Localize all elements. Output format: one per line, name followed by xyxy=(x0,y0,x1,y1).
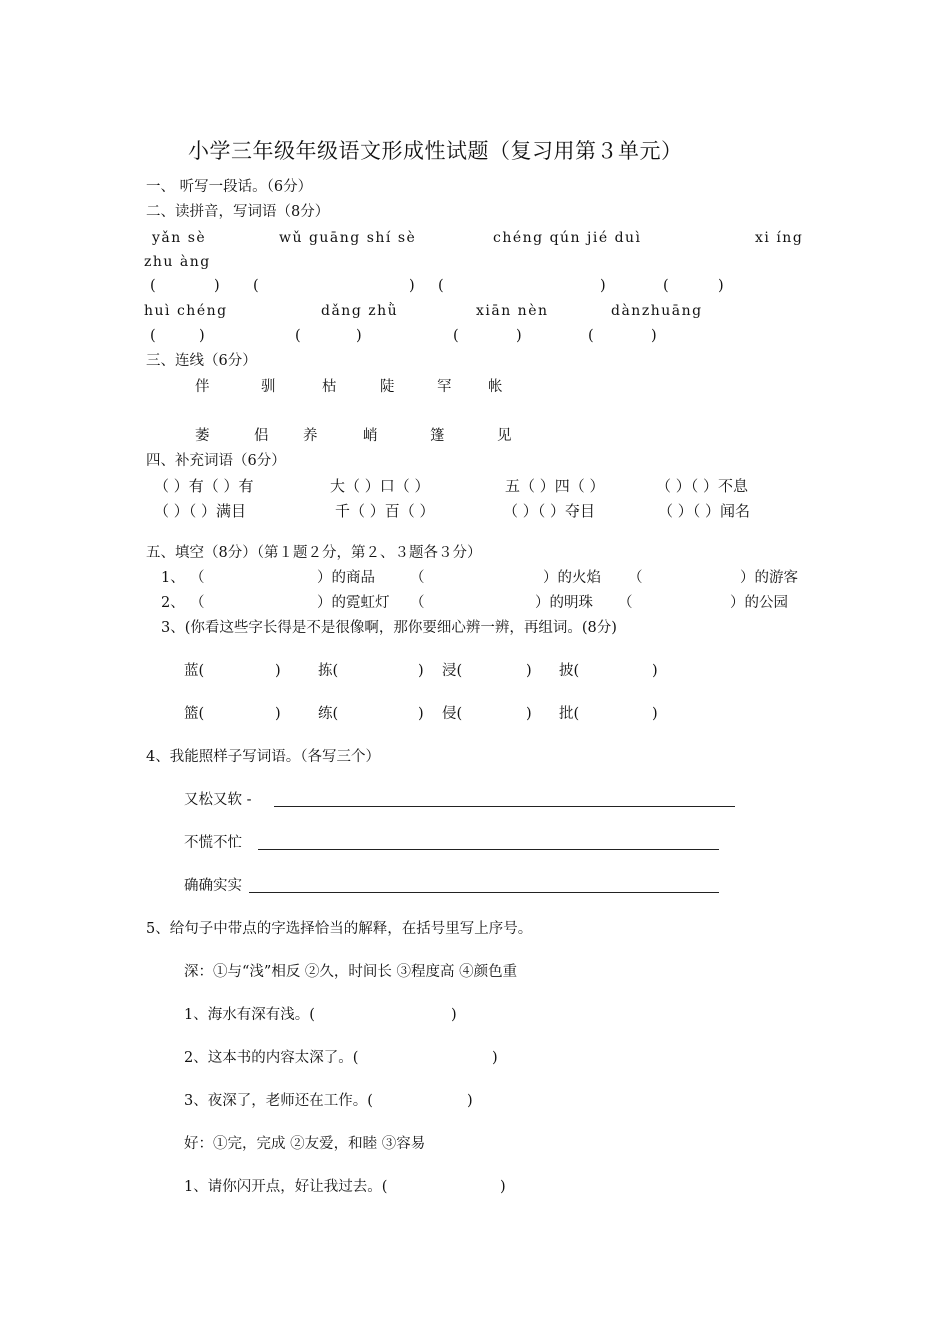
pinyin-word: yǎn sè xyxy=(152,230,207,246)
question-4-prompt: 4、我能照样子写词语。（各写三个） xyxy=(146,749,380,765)
answer-line[interactable] xyxy=(258,849,719,850)
idiom-fill[interactable]: （ ）（ ）夺目 xyxy=(503,502,596,520)
pinyin-word: dǎng zhǜ xyxy=(321,303,399,319)
blank-open: （ xyxy=(410,595,425,611)
question-number: 2、 xyxy=(161,595,185,611)
blank-close: ) xyxy=(409,278,415,294)
match-char[interactable]: 萎 xyxy=(195,428,210,444)
match-char[interactable]: 篷 xyxy=(430,428,445,444)
fill-suffix: ）的公园 xyxy=(730,595,788,611)
blank-close: ) xyxy=(467,1093,473,1109)
blank-open: ( xyxy=(150,278,156,294)
match-char[interactable]: 陡 xyxy=(380,379,395,395)
idiom-fill[interactable]: （ ）（ ）闻名 xyxy=(658,502,751,520)
char-prompt: 批( xyxy=(559,706,580,722)
match-char[interactable]: 见 xyxy=(497,428,512,444)
blank-open: （ xyxy=(618,595,633,611)
blank-close: ) xyxy=(356,328,362,344)
section-1-heading: 一、 听写一段话。（6分） xyxy=(146,179,313,195)
pinyin-word: wǔ guāng shí sè xyxy=(279,230,417,246)
blank-close: ) xyxy=(199,328,205,344)
blank-close: ) xyxy=(600,278,606,294)
pinyin-word-wrap: zhu àng xyxy=(144,254,211,270)
question-3-prompt: 3、(你看这些字长得是不是很像啊，那你要细心辨一辨，再组词。(8分) xyxy=(161,620,617,636)
char-prompt: 篮( xyxy=(184,706,205,722)
idiom-fill[interactable]: 大（ ）口（ ） xyxy=(330,477,430,495)
match-char[interactable]: 养 xyxy=(303,428,318,444)
match-char[interactable]: 帐 xyxy=(488,379,503,395)
match-char[interactable]: 枯 xyxy=(322,379,337,395)
blank-open: （ xyxy=(628,570,643,586)
blank-open: （ xyxy=(190,595,205,611)
question-number: 1、 xyxy=(161,570,185,586)
blank-close: ) xyxy=(718,278,724,294)
match-char[interactable]: 侣 xyxy=(254,428,269,444)
pinyin-word: xi íng xyxy=(755,230,804,246)
sentence-text: 1、海水有深有浅。( xyxy=(184,1007,315,1023)
fill-suffix: ）的游客 xyxy=(740,570,798,586)
blank-open: ( xyxy=(295,328,301,344)
idiom-fill[interactable]: 千（ ）百（ ） xyxy=(335,502,435,520)
section-2-heading: 二、读拼音，写词语（8分） xyxy=(146,204,330,220)
blank-close: ) xyxy=(526,663,532,679)
blank-open: ( xyxy=(453,328,459,344)
pinyin-word: dànzhuāng xyxy=(611,303,703,319)
blank-close: ) xyxy=(418,706,424,722)
blank-close: ) xyxy=(652,706,658,722)
pinyin-word: huì chéng xyxy=(144,303,228,319)
idiom-fill[interactable]: （ ）（ ）不息 xyxy=(656,477,749,495)
sentence-text: 2、这本书的内容太深了。( xyxy=(184,1050,359,1066)
blank-open: （ xyxy=(410,570,425,586)
sentence-text: 3、夜深了，老师还在工作。( xyxy=(184,1093,373,1109)
char-prompt: 练( xyxy=(318,706,339,722)
fill-suffix: ）的商品 xyxy=(317,570,375,586)
blank-close: ) xyxy=(451,1007,457,1023)
blank-close: ) xyxy=(418,663,424,679)
blank-open: ( xyxy=(253,278,259,294)
definition-shen: 深：①与“浅”相反 ②久，时间长 ③程度高 ④颜色重 xyxy=(184,964,518,980)
example-word: 不慌不忙 xyxy=(184,835,242,851)
char-prompt: 浸( xyxy=(442,663,463,679)
answer-line[interactable] xyxy=(249,892,719,893)
match-char[interactable]: 驯 xyxy=(261,379,276,395)
fill-suffix: ）的明珠 xyxy=(535,595,593,611)
blank-close: ) xyxy=(275,663,281,679)
blank-close: ) xyxy=(500,1179,506,1195)
blank-close: ) xyxy=(652,663,658,679)
char-prompt: 拣( xyxy=(318,663,339,679)
section-4-heading: 四、补充词语（6分） xyxy=(146,453,286,469)
idiom-fill[interactable]: （ ）有（ ）有 xyxy=(154,477,254,495)
blank-open: ( xyxy=(150,328,156,344)
answer-line[interactable] xyxy=(274,806,735,807)
match-char[interactable]: 峭 xyxy=(363,428,378,444)
blank-open: ( xyxy=(438,278,444,294)
blank-close: ) xyxy=(651,328,657,344)
section-3-heading: 三、连线（6分） xyxy=(146,353,257,369)
fill-suffix: ）的霓虹灯 xyxy=(317,595,390,611)
blank-close: ) xyxy=(492,1050,498,1066)
definition-hao: 好：①完，完成 ②友爱，和睦 ③容易 xyxy=(184,1136,426,1152)
match-char[interactable]: 罕 xyxy=(437,379,452,395)
blank-open: ( xyxy=(588,328,594,344)
sentence-text: 1、请你闪开点，好让我过去。( xyxy=(184,1179,388,1195)
idiom-fill[interactable]: （ ）（ ）满目 xyxy=(154,502,247,520)
question-5-prompt: 5、给句子中带点的字选择恰当的解释，在括号里写上序号。 xyxy=(146,921,533,937)
blank-close: ) xyxy=(526,706,532,722)
blank-close: ) xyxy=(275,706,281,722)
pinyin-word: xiān nèn xyxy=(476,303,549,319)
char-prompt: 侵( xyxy=(442,706,463,722)
fill-suffix: ）的火焰 xyxy=(543,570,601,586)
blank-open: （ xyxy=(190,570,205,586)
example-word: 确确实实 xyxy=(184,878,242,894)
pinyin-word: chéng qún jié duì xyxy=(493,230,642,246)
blank-close: ) xyxy=(214,278,220,294)
section-5-heading: 五、填空（8分）（第１题２分，第２、３题各３分） xyxy=(146,545,482,561)
char-prompt: 蓝( xyxy=(184,663,205,679)
match-char[interactable]: 伴 xyxy=(195,379,210,395)
page-title: 小学三年级年级语文形成性试题（复习用第３单元） xyxy=(188,139,683,163)
idiom-fill[interactable]: 五（ ）四（ ） xyxy=(505,477,605,495)
char-prompt: 披( xyxy=(559,663,580,679)
blank-close: ) xyxy=(516,328,522,344)
blank-open: ( xyxy=(663,278,669,294)
example-word: 又松又软 - xyxy=(184,792,252,808)
